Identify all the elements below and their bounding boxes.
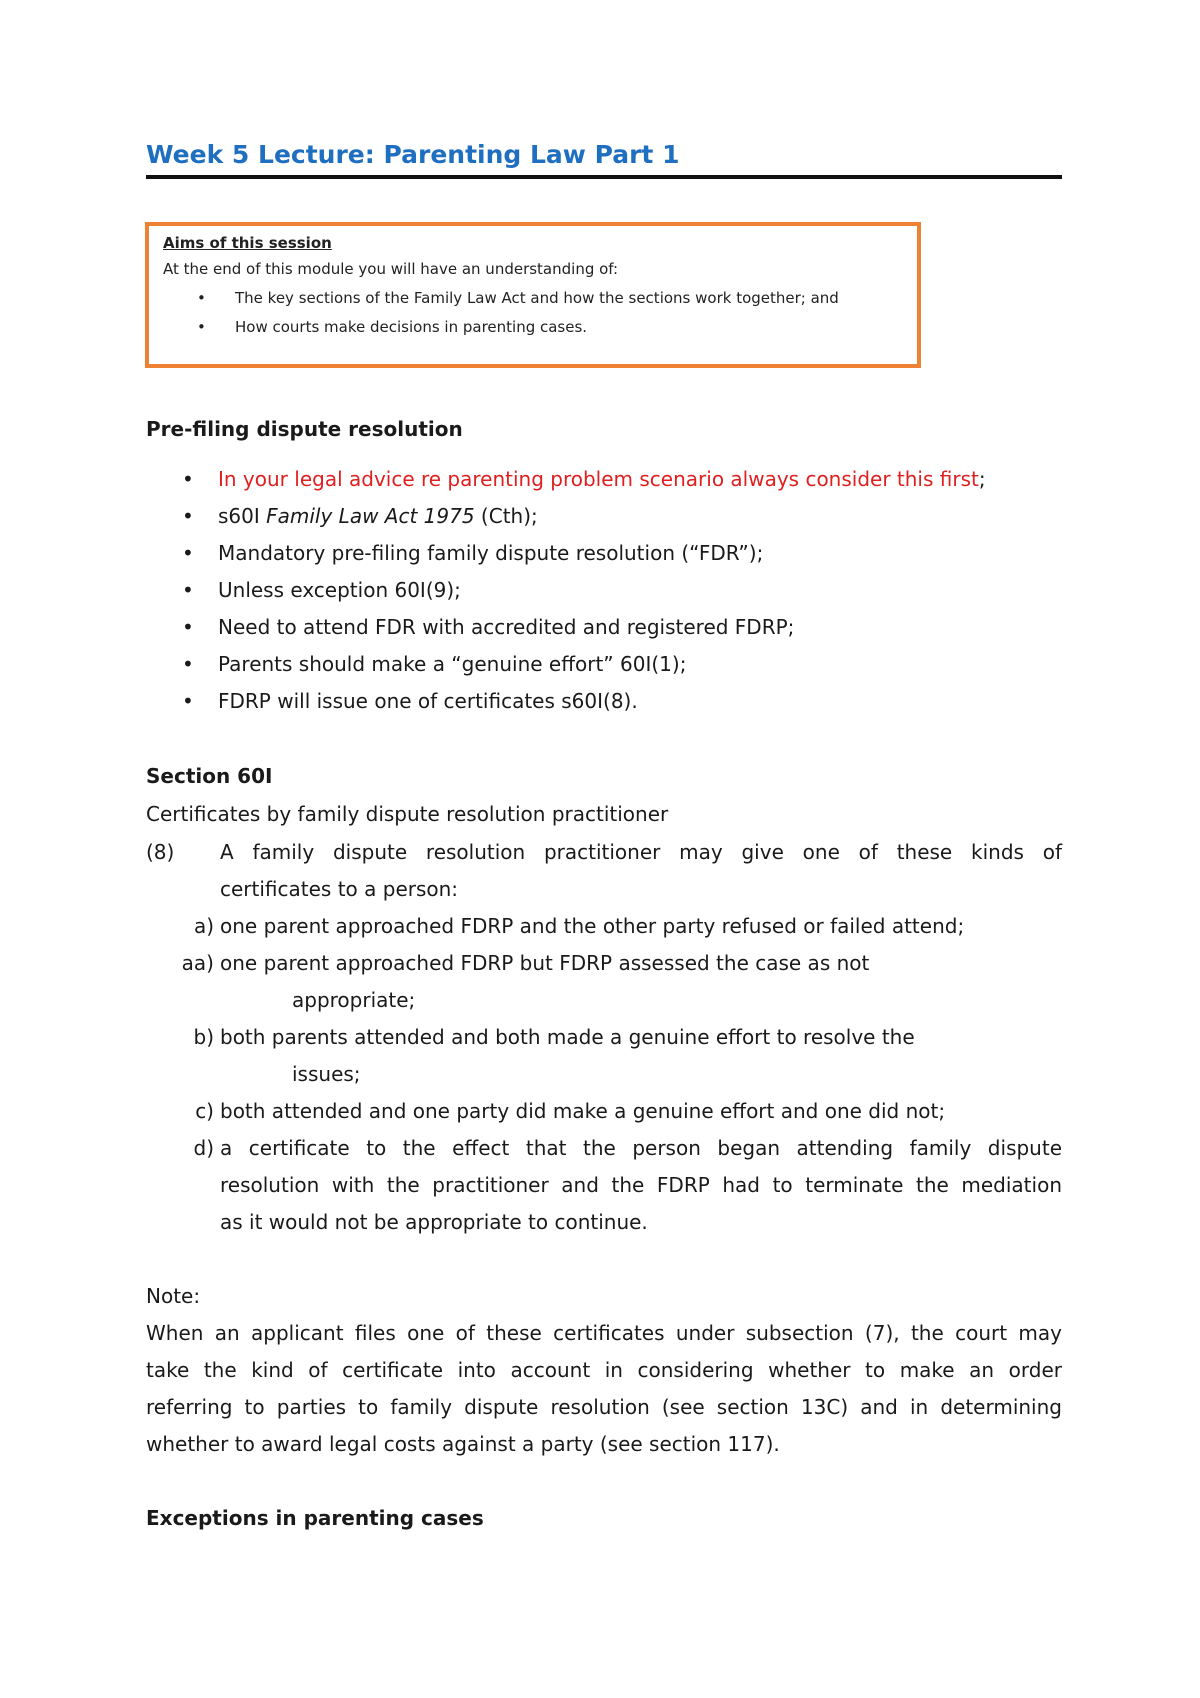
section60i-heading: Section 60I: [146, 764, 273, 788]
page-title: Week 5 Lecture: Parenting Law Part 1: [146, 140, 1062, 179]
exceptions-heading: Exceptions in parenting cases: [146, 1506, 484, 1530]
aims-list: [163, 284, 903, 342]
list-item: • s60I Family Law Act 1975 (Cth);: [146, 500, 1062, 537]
item-label: d): [193, 1136, 214, 1160]
item-text: both attended and one party did make a genuine effort and one did not;: [220, 1099, 946, 1123]
item-text: one parent approached FDRP but FDRP assessed the case as not: [220, 951, 870, 975]
prefiling-list: [146, 463, 1062, 722]
bullet-icon: •: [197, 318, 206, 336]
bullet-icon: •: [182, 467, 194, 491]
aims-heading: Aims of this session: [163, 234, 332, 252]
list-item: • Mandatory pre-filing family dispute resolution (“FDR”);: [146, 537, 1062, 574]
item-text: resolution with the practitioner and the FDRP had to terminate the mediation: [220, 1173, 1062, 1197]
note-line: take the kind of certificate into account in considering whether to make an order: [146, 1358, 1062, 1382]
item-label: aa): [181, 951, 214, 975]
bullet-icon: •: [182, 541, 194, 565]
bullet-icon: •: [182, 615, 194, 639]
aims-item: • The key sections of the Family Law Act and how the sections work together; and: [163, 284, 903, 313]
bullet-icon: •: [182, 652, 194, 676]
subsection-number: (8): [146, 840, 175, 864]
bullet-icon: •: [182, 689, 194, 713]
item-label: b): [193, 1025, 214, 1049]
item-text: both parents attended and both made a genuine effort to resolve the: [220, 1025, 915, 1049]
aims-box: [145, 222, 921, 368]
aims-item: • How courts make decisions in parenting cases.: [163, 313, 903, 342]
item-text: as it would not be appropriate to continue.: [220, 1210, 648, 1234]
item-label: a): [193, 914, 214, 938]
list-item: • In your legal advice re parenting problem scenario always consider this first;: [146, 463, 1062, 500]
item-text: a certificate to the effect that the person began attending family dispute: [220, 1136, 1062, 1160]
section60i-subtitle: Certificates by family dispute resolution practitioner: [146, 802, 669, 826]
prefiling-heading: Pre-filing dispute resolution: [146, 417, 463, 441]
bullet-icon: •: [182, 578, 194, 602]
note-label: Note:: [146, 1284, 201, 1308]
item-text: one parent approached FDRP and the other party refused or failed attend;: [220, 914, 965, 938]
aims-intro: At the end of this module you will have an understanding of:: [163, 260, 619, 278]
bullet-icon: •: [182, 504, 194, 528]
list-item: • Parents should make a “genuine effort” 60I(1);: [146, 648, 1062, 685]
bullet-icon: •: [197, 289, 206, 307]
subsection-lead-line: A family dispute resolution practitioner may give one of these kinds of: [220, 840, 1062, 864]
note-line: referring to parties to family dispute resolution (see section 13C) and in determining: [146, 1395, 1062, 1419]
item-text: appropriate;: [292, 988, 416, 1012]
note-line: whether to award legal costs against a party (see section 117).: [146, 1432, 780, 1456]
item-label: c): [195, 1099, 214, 1123]
note-line: When an applicant files one of these certificates under subsection (7), the court may: [146, 1321, 1062, 1345]
subsection-lead-line: certificates to a person:: [220, 877, 459, 901]
list-item: • Unless exception 60I(9);: [146, 574, 1062, 611]
item-text: issues;: [292, 1062, 361, 1086]
list-item: • Need to attend FDR with accredited and registered FDRP;: [146, 611, 1062, 648]
list-item: • FDRP will issue one of certificates s60I(8).: [146, 685, 1062, 722]
